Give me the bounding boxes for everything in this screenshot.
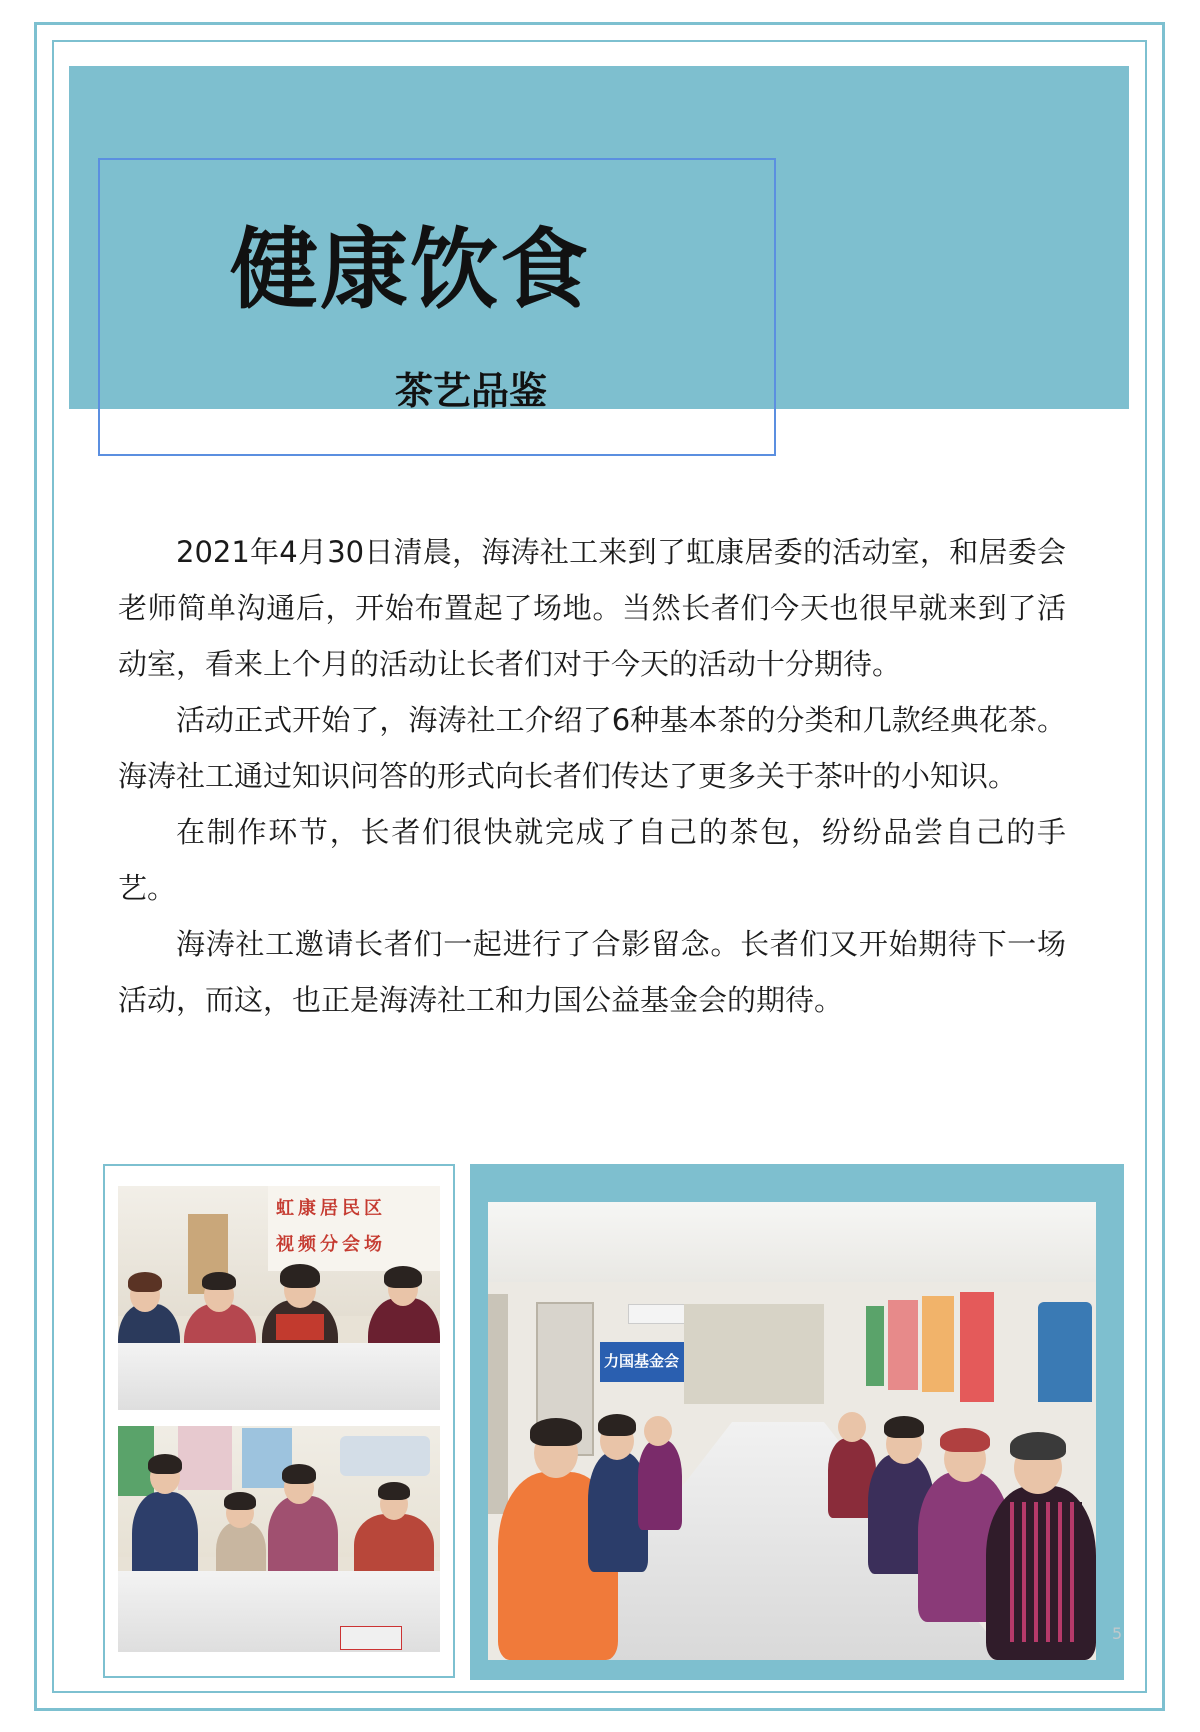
photo-banner-text: 视频分会场: [276, 1234, 386, 1255]
article-body: [118, 524, 1066, 1028]
page-title: 健康饮食: [230, 218, 591, 321]
banner-text: 力国基金会: [604, 1352, 680, 1370]
paragraph: 在制作环节，长者们很快就完成了自己的茶包，纷纷品尝自己的手艺。: [118, 815, 1066, 905]
activity-photo-bottom-left: [118, 1426, 440, 1652]
page-subtitle: 茶艺品鉴: [395, 369, 548, 413]
paragraph: 活动正式开始了，海涛社工介绍了6种基本茶的分类和几款经典花茶。海涛社工通过知识问答的形式向长者们传达了更多关于茶叶的小知识。: [118, 703, 1066, 793]
page-number: 5: [1112, 1624, 1123, 1643]
paragraph: 海涛社工邀请长者们一起进行了合影留念。长者们又开始期待下一场活动，而这，也正是海涛社工和力国公益基金会的期待。: [118, 927, 1066, 1017]
activity-photo-top-left: [118, 1186, 440, 1410]
right-photo-frame: [470, 1164, 1124, 1680]
paragraph: 2021年4月30日清晨，海涛社工来到了虹康居委的活动室，和居委会老师简单沟通后，开始布置起了场地。当然长者们今天也很早就来到了活动室，看来上个月的活动让长者们对于今天的活动十分期待。: [118, 535, 1066, 681]
group-photo: [488, 1202, 1096, 1660]
left-photo-frame: [103, 1164, 455, 1678]
photo-banner-text: 虹康居民区: [276, 1198, 386, 1219]
